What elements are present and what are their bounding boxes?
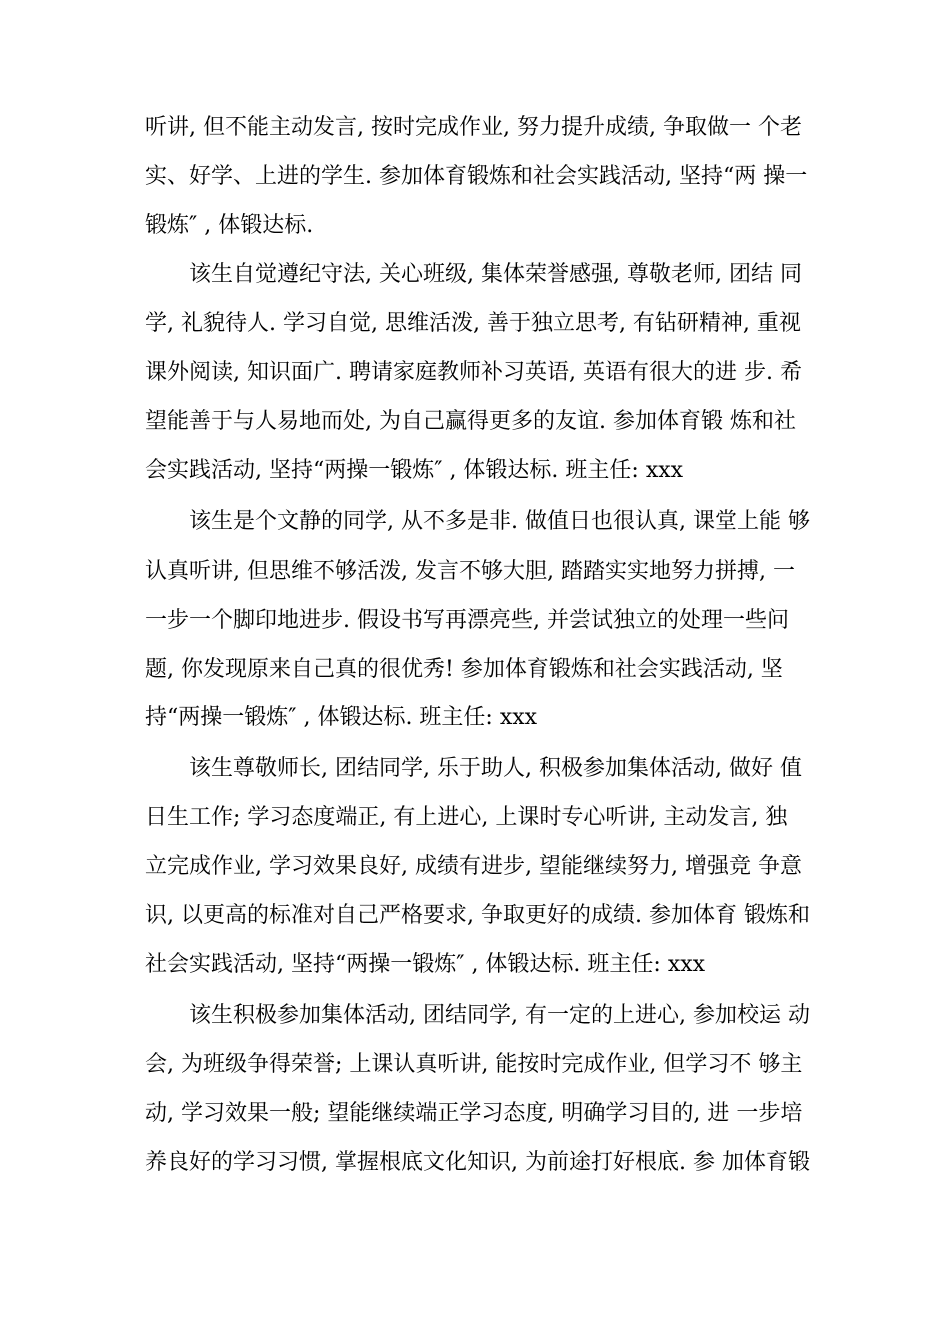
text-line: 识, 以更高的标准对自己严格要求, 争取更好的成绩. 参加体育 锻炼和	[145, 903, 810, 928]
text-line: 养良好的学习习惯, 掌握根底文化知识, 为前途打好根底. 参 加体育锻	[145, 1150, 810, 1175]
paragraph-first-line: 该生自觉遵纪守法, 关心班级, 集体荣誉感强, 尊敬老师, 团结 同	[189, 262, 802, 287]
text-line: 一步一个脚印地进步. 假设书写再漂亮些, 并尝试独立的处理一些问	[145, 608, 789, 633]
text-line: 实、好学、上进的学生. 参加体育锻炼和社会实践活动, 坚持“两 操一	[145, 164, 808, 189]
text-line: 日生工作; 学习态度端正, 有上进心, 上课时专心听讲, 主动发言, 独	[145, 805, 788, 830]
paragraph-first-line: 该生是个文静的同学, 从不多是非. 做值日也很认真, 课堂上能 够	[189, 509, 810, 534]
text-line: 会, 为班级争得荣誉; 上课认真听讲, 能按时完成作业, 但学习不 够主	[145, 1052, 803, 1077]
text-line: 听讲, 但不能主动发言, 按时完成作业, 努力提升成绩, 争取做一 个老	[145, 115, 802, 140]
text-line: 课外阅读, 知识面广. 聘请家庭教师补习英语, 英语有很大的进 步. 希	[145, 360, 802, 385]
text-line: 题, 你发现原来自己真的很优秀! 参加体育锻炼和社会实践活动, 坚	[145, 657, 783, 682]
text-line: 会实践活动, 坚持“两操一锻炼″ , 体锻达标. 班主任: xxx	[145, 458, 684, 483]
text-line: 锻炼″ , 体锻达标.	[145, 213, 314, 238]
text-line: 立完成作业, 学习效果良好, 成绩有进步, 望能继续努力, 增强竞 争意	[145, 854, 802, 879]
text-line: 认真听讲, 但思维不够活泼, 发言不够大胆, 踏踏实实地努力拼搏, 一	[145, 559, 795, 584]
text-line: 社会实践活动, 坚持“两操一锻炼″ , 体锻达标. 班主任: xxx	[145, 952, 706, 977]
paragraph-first-line: 该生积极参加集体活动, 团结同学, 有一定的上进心, 参加校运 动	[189, 1003, 810, 1028]
text-line: 持“两操一锻炼″ , 体锻达标. 班主任: xxx	[145, 705, 538, 730]
text-line: 望能善于与人易地而处, 为自己赢得更多的友谊. 参加体育锻 炼和社	[145, 409, 796, 434]
text-line: 动, 学习效果一般; 望能继续端正学习态度, 明确学习目的, 进 一步培	[145, 1101, 803, 1126]
paragraph-first-line: 该生尊敬师长, 团结同学, 乐于助人, 积极参加集体活动, 做好 值	[189, 756, 802, 781]
text-line: 学, 礼貌待人. 学习自觉, 思维活泼, 善于独立思考, 有钻研精神, 重视	[145, 311, 801, 336]
